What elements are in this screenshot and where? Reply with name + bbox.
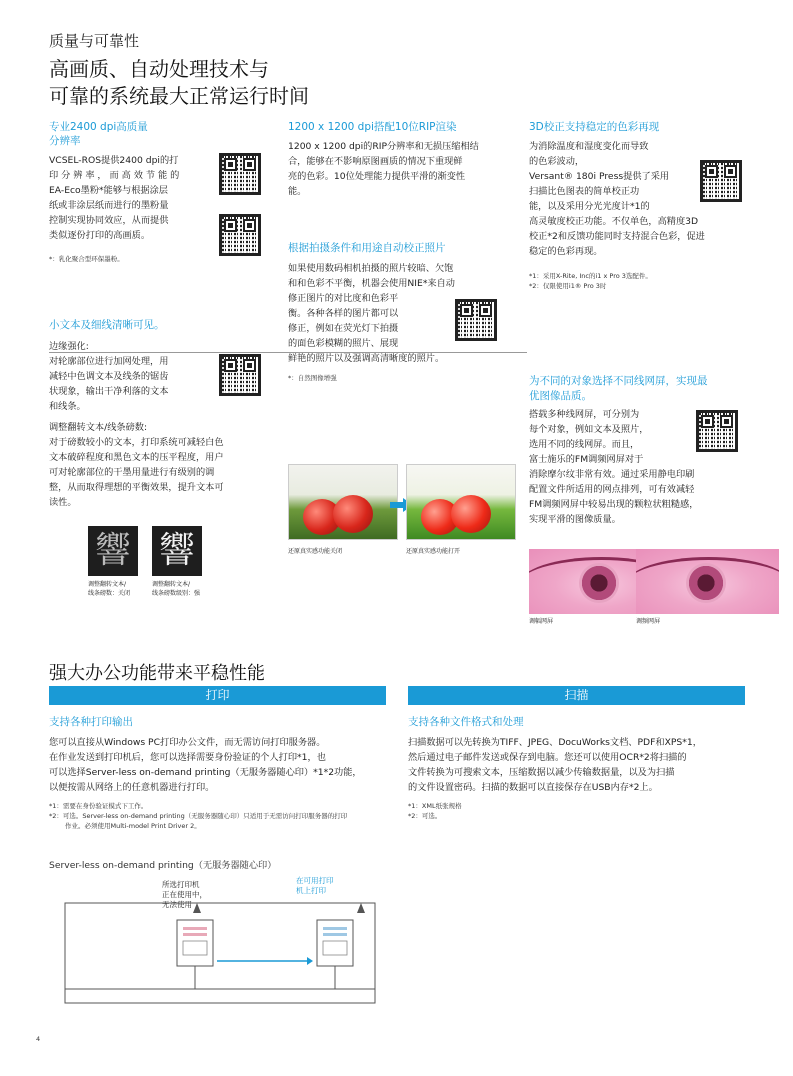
- col3-line: 为消除温度和湿度变化而导致: [529, 141, 649, 152]
- col3b-line: 富士施乐的FM调频网屏对于: [529, 454, 644, 465]
- col2b-line: 如果使用数码相机拍摄的照片较暗、欠饱: [288, 263, 454, 274]
- col1b-sub1: 边缘强化:: [49, 341, 89, 352]
- qr-code: [455, 299, 497, 341]
- col3b-line: FM调频网屏中较易出现的颗粒状粗糙感，: [529, 499, 699, 510]
- col3-line: 稳定的色彩再现。: [529, 246, 603, 257]
- photo-after: [406, 464, 516, 540]
- col1-line: 控制实现协同效应，从而提供: [49, 215, 169, 226]
- printer-icon: [177, 920, 213, 966]
- diagram-label-available: [296, 876, 334, 896]
- scan-footnotes: [408, 801, 462, 821]
- col1b-title: 小文本及细线清晰可见。: [49, 319, 165, 331]
- caption-after: 还原真实感功能打开: [406, 548, 461, 555]
- col2-body: [288, 139, 508, 199]
- scan-line: 的文件设置密码。扫描的数据可以直接保存在USB内存*2上。: [408, 782, 658, 793]
- glyph-sample-on: 響: [152, 526, 202, 576]
- arrow-up-icon: [357, 903, 365, 913]
- col1-footnote: *：乳化聚合型环保墨粉。: [49, 255, 124, 263]
- col2b-line: 衡。各种各样的图片都可以: [288, 308, 399, 319]
- caption-off: [88, 580, 130, 598]
- print-fn: *1：需要在身份验证模式下工作。: [49, 802, 148, 810]
- col2b-line: 的面色彩模糊的照片、展现: [288, 338, 399, 349]
- col1-line: 印 分 辨 率 ， 而 高 效 节 能 的: [49, 170, 180, 181]
- arrow-up-icon: [193, 903, 201, 913]
- col1b-line: 读性。: [49, 497, 77, 508]
- scan-line: 扫描数据可以先转换为TIFF、JPEG、DocuWorks文档、PDF和XPS*1，: [408, 737, 702, 748]
- print-line: 在作业发送到打印机后，您可以选择需要身份验证的个人打印*1，也: [49, 752, 326, 763]
- col3-footnote2: *2：仅限使用i1® Pro 3时: [529, 282, 607, 290]
- col1-line: VCSEL-ROS提供2400 dpi的打: [49, 155, 179, 166]
- col1b-body2: [49, 435, 274, 510]
- caption-line: 线条磅数级别：强: [152, 590, 201, 597]
- scan-body: [408, 735, 748, 795]
- caption-line: 线条磅数：关闭: [88, 590, 131, 597]
- col3-title: 3D校正支持稳定的色彩再现: [529, 121, 660, 133]
- col3-line: 高灵敏度校正功能。不仅单色，高精度3D: [529, 216, 699, 227]
- col3b-line: 搭载多种线网屏，可分别为: [529, 409, 640, 420]
- col1-line: EA-Eco墨粉*能够与根据涂层: [49, 185, 168, 196]
- print-fn: 作业。必须使用Multi-model Print Driver 2。: [65, 822, 201, 830]
- col2-line: 1200 x 1200 dpi的RIP分辨率和无损压缩相结: [288, 141, 479, 152]
- col3-line: 的色彩波动，: [529, 156, 585, 167]
- qr-code: [219, 153, 261, 195]
- col2b-title: 根据拍摄条件和用途自动校正照片: [288, 242, 446, 254]
- caption-on: [152, 580, 200, 598]
- col3-line: 能，以及采用分光光度计*1的: [529, 201, 650, 212]
- col3b-line: 消除摩尔纹非常有效。通过采用静电印刷: [529, 469, 695, 480]
- col1b-line: 状现象，输出干净利落的文本: [49, 386, 169, 397]
- scan-fn: *2：可选。: [408, 812, 442, 820]
- network-diagram: [49, 895, 394, 1015]
- col2-line: 能。: [288, 186, 307, 197]
- print-title: 支持各种打印输出: [49, 716, 133, 728]
- page-title-line2: 可靠的系统最大正常运行时间: [49, 84, 309, 108]
- col2b-footnote: *：自然图像增强: [288, 374, 337, 382]
- eye-photo-fm: [636, 549, 779, 614]
- caption-line: 调整翻转文本/: [88, 581, 127, 588]
- col2b-line: 和和色彩不平衡，机器会使用NIE*来自动: [288, 278, 455, 289]
- caption-am: 调幅网屏: [529, 618, 554, 625]
- print-body: [49, 735, 389, 795]
- diagram-label-line: 无法使用: [162, 900, 192, 909]
- print-footnotes: [49, 801, 394, 831]
- col1b-sub2: 调整翻转文本/线条磅数:: [49, 422, 148, 433]
- col3b-line: 配置文件所适用的网点排列，可有效减轻: [529, 484, 695, 495]
- arrow-right-icon: [307, 957, 313, 965]
- diagram-label-line: 正在使用中，: [162, 890, 207, 899]
- col3b-line: 选用不同的线网屏。而且，: [529, 439, 640, 450]
- col1b-line: 文本破碎程度和黑色文本的压平程度，用户: [49, 452, 224, 463]
- diagram-title: Server-less on-demand printing（无服务器随心印）: [49, 860, 277, 871]
- col1b-line: 和线条。: [49, 401, 86, 412]
- col3b-title-line1: 为不同的对象选择不同线网屏，实现最: [529, 375, 708, 387]
- scan-title: 支持各种文件格式和处理: [408, 716, 524, 728]
- col1b-line: 对轮廓部位进行加网处理，用: [49, 356, 169, 367]
- col2-title: 1200 x 1200 dpi搭配10位RIP渲染: [288, 121, 457, 133]
- col3b-line: 实现平滑的图像质量。: [529, 514, 621, 525]
- qr-code: [219, 354, 261, 396]
- col1b-line: 对于磅数较小的文本，打印系统可减轻白色: [49, 437, 224, 448]
- arrow-shaft: [390, 502, 404, 508]
- col1-title-line2: 分辨率: [49, 135, 81, 147]
- caption-before: 还原真实感功能关闭: [288, 548, 343, 555]
- col3b-line: 每个对象，例如文本及照片，: [529, 424, 649, 435]
- col1-body: [49, 153, 209, 243]
- col1-line: 纸或非涂层纸而进行的墨粉量: [49, 200, 169, 211]
- print-bar: 打印: [49, 686, 386, 705]
- print-fn: *2：可选。Server-less on-demand printing（无服务器随心印）只适用于无需访问打印服务器的打印: [49, 812, 348, 820]
- scan-fn: *1：XML纸张规格: [408, 802, 462, 810]
- col2b-line: 鲜艳的照片以及强调高清晰度的照片。: [288, 353, 445, 364]
- col2-line: 合，能够在不影响原图画质的情况下重现鲜: [288, 156, 463, 167]
- col3b-title-line2: 优图像品质。: [529, 390, 592, 402]
- caption-line: 调整翻转文本/: [152, 581, 191, 588]
- diagram-label-line: 机上打印: [296, 886, 326, 895]
- col1b-body1: [49, 354, 219, 414]
- qr-code: [219, 214, 261, 256]
- diagram-label-line: 在可用打印: [296, 876, 334, 885]
- col3-line: 扫描比色图表的简单校正功: [529, 186, 640, 197]
- print-line: 可以选择Server-less on-demand printing（无服务器随心印）*1*2功能，: [49, 767, 362, 778]
- section-label: 质量与可靠性: [49, 32, 140, 50]
- scan-line: 然后通过电子邮件发送或保存到电脑。您还可以使用OCR*2将扫描的: [408, 752, 687, 763]
- col3-footnote1: *1：采用X-Rite, Inc的i1 x Pro 3选配件。: [529, 272, 652, 280]
- diagram-label-line: 所选打印机: [162, 880, 200, 889]
- col2b-line: 修正图片的对比度和色彩平: [288, 293, 399, 304]
- caption-fm: 调频网屏: [636, 618, 661, 625]
- print-line: 您可以直接从Windows PC打印办公文件，而无需访问打印服务器。: [49, 737, 326, 748]
- printer-icon: [317, 920, 353, 966]
- photo-before: [288, 464, 398, 540]
- glyph-sample-off: 響: [88, 526, 138, 576]
- col1b-line: 可对轮廓部位的干墨用量进行有级别的调: [49, 467, 215, 478]
- col1b-line: 整，从而取得理想的平衡效果，提升文本可: [49, 482, 224, 493]
- col1-line: 类似逐份打印的高画质。: [49, 230, 151, 241]
- page-number: 4: [36, 1035, 41, 1043]
- scan-bar: 扫描: [408, 686, 745, 705]
- col1-title-line1: 专业2400 dpi高质量: [49, 121, 148, 133]
- col2-line: 亮的色彩。10位处理能力提供平滑的渐变性: [288, 171, 466, 182]
- col3-line: 校正*2和反馈功能同时支持混合色彩，促进: [529, 231, 705, 242]
- col3-line: Versant® 180i Press提供了采用: [529, 171, 670, 182]
- scan-line: 文件转换为可搜索文本，压缩数据以减少传输数据量，以及为扫描: [408, 767, 675, 778]
- col2b-line: 修正，例如在荧光灯下拍摄: [288, 323, 399, 334]
- qr-code: [700, 160, 742, 202]
- office-heading: 强大办公功能带来平稳性能: [49, 663, 265, 684]
- print-line: 以便按需从网络上的任意机器进行打印。: [49, 782, 215, 793]
- page-title-line1: 高画质、自动处理技术与: [49, 57, 269, 81]
- col1b-line: 减轻中色调文本及线条的锯齿: [49, 371, 169, 382]
- qr-code: [696, 410, 738, 452]
